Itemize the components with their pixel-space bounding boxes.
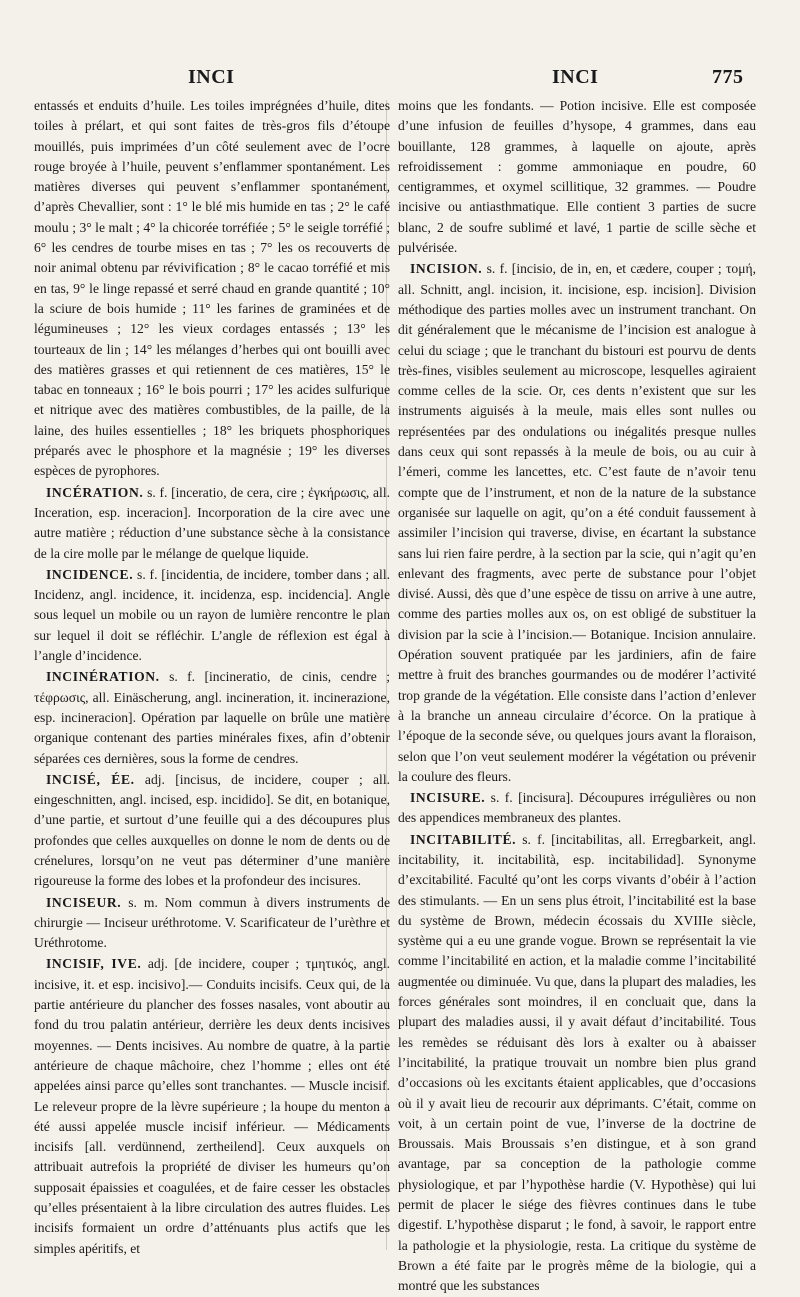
entry-headword: INCIDENCE. (46, 566, 134, 582)
entry-headword: INCÉRATION. (46, 484, 144, 500)
entry-incineration (34, 667, 390, 768)
entry-headword: INCINÉRATION. (46, 669, 160, 685)
header-right-title: INCI (552, 66, 599, 88)
entry-text: s. f. [incidentia, de incidere, tomber dans ; all. Incidenz, angl. incidence, it. incidenza, esp. incidencia]. Angle sous lequel un mobile ou un rayon de lumière rencontre le plan sur lequel il doit se réfléchir. L’angle de réflexion est égal à l’angle d’incidence. (34, 566, 390, 664)
entry-text: s. f. [incisio, de in, en, et cædere, couper ; τομή, all. Schnitt, angl. incision, it. incisione, esp. incision]. Division méthodique des parties molles avec un instrument tranchant. On dit généralement que le mécanisme de l’incision est analogue à celui du sciage ; que le tranchant du bistouri est pourvu de dents très-fines, visibles seulement au microscope, lesquelles agiraient comme celles de la scie. Or, ces dents n’existent que sur les instruments aiguisés à la meule, mais elles sont nulles ou représentées par des ondulations ou inégalités presque nulles dans ceux qui sont repassés à la meule de bois, ou au cuir à l’émeri, comme les lancettes, etc. C’est faute de n’avoir tenu compte que de l’instrument, et non de la nature de la substance organisée sur laquelle on agit, qu’on a été conduit faussement à assimiler l’incision qui traverse, divise, en écartant la substance sans lui rien faire perdre, à la section par la scie, qui n’agit qu’en enlevant des fragments, avec perte de substance pour l’objet divisé. Aussi, dès que d’une espèce de tissu on arrive à une autre, comme des parties molles aux os, on est obligé de substituer la division par la scie à l’incision.— Botanique. Incision annulaire. Opération souvent pratiquée par les jardiniers, afin de faire mettre à fruit des branches gourmandes ou de modérer l’activité trop grande de la végétation. Elle consiste dans l’action d’enlever à la branche un anneau circulaire d’écorce. On la pratique à l’époque de la seconde séve, ou quelques jours avant la floraison, selon que l’on veut seulement modérer la végétation ou prévenir la coulure des fleurs. (398, 261, 756, 784)
entry-incidence (34, 565, 390, 666)
entry-headword: INCISÉ, ÉE. (46, 771, 135, 787)
entry-incisure (398, 788, 756, 829)
entry-text: adj. [de incidere, couper ; τμητικός, angl. incisive, it. et esp. incisivo].— Conduits incisifs. Ceux qui, de la partie antérieure du plancher des fosses nasales, vont aboutir au fond du trou palatin antérieur, derrière les deux dents incisives moyennes. — Dents incisives. Au nombre de quatre, à la partie antérieure de chaque mâchoire, chez l’homme ; elles ont été appelées ainsi parce qu’elles sont tranchantes. — Muscle incisif. Le releveur propre de la lèvre supérieure ; la houpe du menton a été aussi appelée muscle incisif inférieur. — Médicaments incisifs [all. verdünnend, zertheilend]. Ceux auxquels on attribuait autrefois la propriété de diviser les humeurs qu’on supposait épaissies et coagulées, et de faire cesser les obstacles qu’elles présentaient à la libre circulation des autres fluides. Les incisifs formaient un ordre d’atténuants plus actifs que les simples apéritifs, et (34, 956, 391, 1256)
entry-inciseur (34, 893, 390, 954)
entry-headword: INCITABILITÉ. (410, 831, 517, 847)
entry-text: s. f. [inceratio, de cera, cire ; ἐγκήρωσις, all. Inceration, esp. inceracion]. Incorporation de la cire avec une autre matière ; réduction d’une substance sèche à la consistance de la cire molle par le mélange de quelque liquide. (34, 484, 390, 561)
entry-incisif (34, 954, 390, 1258)
running-header (0, 66, 800, 96)
left-column (34, 96, 390, 1259)
entry-text: s. f. [incitabilitas, all. Erregbarkeit, angl. incitability, it. incitabilità, esp. incitabilidad]. Synonyme d’excitabilité. Faculté qu’ont les corps vivants d’obéir à l’action des stimulants. — En un sens plus étroit, l’incitabilité est la base du système de Brown, médecin écossais du XVIIIe siècle, système qui a eu une grande vogue. Brown se représentait la vie comme l’incitabilité en action, et la maladie comme l’incitabilité augmentée ou diminuée. Vu que, dans la plupart des maladies, les forces générales sont moindres, il en concluait que, dans la plupart des maladies aussi, il y avait défaut d’incitabilité. Tous les remèdes se réduisant dès lors à exalter ou à abaisser l’incitabilité, la pratique trouvait un nombre bien plus grand d’occasions où les excitants étaient applicables, que d’occasions où il y avait lieu de recourir aux déprimants. C’était, comme on voit, à un certain point de vue, l’inverse de la doctrine de Broussais. Mais Broussais s’en distingue, et à son grand avantage, par sa conception de la pathologie comme physiologique, et par l’hypothèse hardie (V. Hypothèse) qui lui permit de placer le siége des fièvres continues dans le tube digestif. L’hypothèse disparut ; le fond, à savoir, le rapport entre la pathologie et la physiologie, resta. La critique du système de Brown a été faite par le progrès même de la biologie, qui a montré que les substances (398, 831, 756, 1294)
entry-headword: INCISION. (410, 261, 483, 277)
entry-incise (34, 770, 390, 892)
header-left-title: INCI (188, 66, 235, 88)
continued-paragraph: entassés et enduits d’huile. Les toiles imprégnées d’huile, dites toiles à prélart, et qui sont faites de très-gros fils d’étoupe mouillés, puis imprimées d’un côté seulement avec de l’ocre rouge broyée à l’huile, peuvent s’enflammer spontanément. Les matières diverses qui peuvent s’enflammer spontanément, d’après Chevallier, sont : 1° le blé mis humide en tas ; 2° le café moulu ; 3° le malt ; 4° la chicorée torréfiée ; 5° le seigle torréfié ; 6° les cendres de tourbe mises en tas ; 7° les os recouverts de noir animal obtenu par révivification ; 8° le cacao torréfié et mis en tas, 9° le linge repassé et serré chaud en grande quantité ; 10° la sciure de bois humide ; 11° les farines de graminées et de légumineuses ; 12° les vieux cordages entassés ; 13° les tourteaux de lin ; 14° les mélanges d’herbes qui ont bouilli avec des matières grasses et qui retiennent de ces matières, 15° le tabac en tonneaux ; 16° le bois pourri ; 17° les acides sulfurique et nitrique avec des matières combustibles, de la paille, de la laine, des huiles essentielles ; 18° les briquets phosphoriques préparés avec le phosphore et la magnésie ; 19° les diverses espèces de pyrophores. (34, 98, 390, 479)
entry-headword: INCISIF, IVE. (46, 956, 142, 972)
continued-paragraph: moins que les fondants. — Potion incisive. Elle est composée d’une infusion de feuilles d’hysope, 4 grammes, dans eau bouillante, 128 grammes, à laquelle on ajoute, après refroidissement : gomme ammoniaque en poudre, 60 centigrammes, et oxymel scillitique, 32 grammes. — Poudre incisive ou antiasthmatique. Elle contient 3 parties de sucre blanc, 2 de soufre sublimé et lavé, 1 partie de scille sèche et pulvérisée. (398, 98, 756, 256)
entry-inceration (34, 483, 390, 564)
entry-text: s. f. [incineratio, de cinis, cendre ; τέφρωσις, all. Einäscherung, angl. incineration, it. incinerazione, esp. incineracion]. Opération par laquelle on brûle une matière organique contenant des parties minérales fixes, afin d’obtenir séparées ces dernières, sous la forme de cendres. (34, 669, 390, 766)
entry-incitabilite (398, 830, 756, 1297)
entry-incision (398, 259, 756, 787)
entry-text: s. m. Nom commun à divers instruments de chirurgie — Inciseur uréthrotome. V. Scarificateur de l’urèthre et Uréthrotome. (34, 894, 390, 951)
entry-headword: INCISEUR. (46, 894, 122, 910)
entry-headword: INCISURE. (410, 790, 486, 806)
right-column (398, 96, 756, 1297)
entry-text: s. f. [incisura]. Découpures irrégulières ou non des appendices membraneux des plantes. (398, 790, 756, 826)
page-number: 775 (712, 66, 744, 88)
entry-text: adj. [incisus, de incidere, couper ; all. eingeschnitten, angl. incised, esp. incidido]. Se dit, en botanique, d’une partie, et surtout d’une feuille qui a des découpures plus profondes que celles auxquelles on donne le nom de dents ou de crénelures, lorsqu’on ne veut pas déterminer d’une manière rigoureuse la forme des lobes et la profondeur des incisures. (34, 771, 390, 889)
